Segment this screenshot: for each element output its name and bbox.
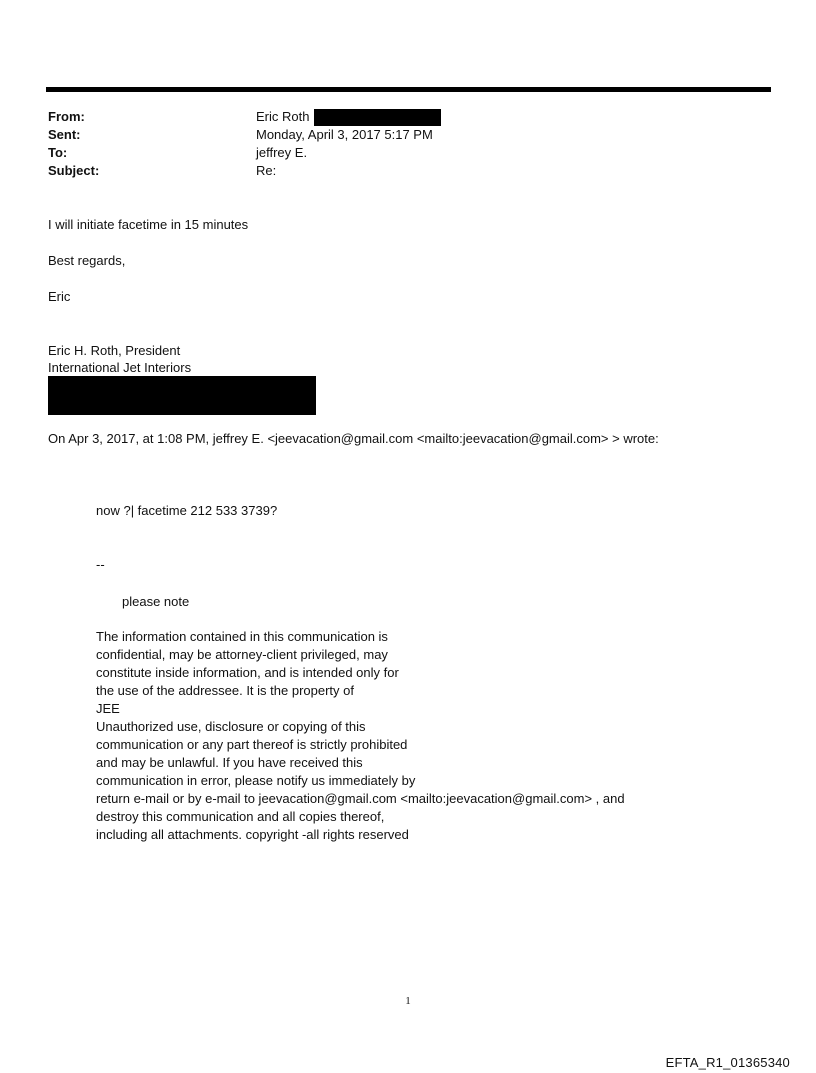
signature-name: Eric H. Roth, President — [48, 343, 181, 358]
to-label: To: — [48, 145, 68, 160]
signature-separator: -- — [96, 557, 105, 572]
disclaimer-line: destroy this communication and all copies thereof, — [96, 809, 385, 824]
from-label: From: — [48, 109, 85, 124]
please-note-text: please note — [122, 594, 190, 609]
sent-value: Monday, April 3, 2017 5:17 PM — [256, 127, 433, 142]
sent-label: Sent: — [48, 127, 81, 142]
closing-text: Best regards, — [48, 253, 126, 268]
disclaimer-line: the use of the addressee. It is the property of — [96, 683, 354, 698]
message-line: I will initiate facetime in 15 minutes — [48, 217, 249, 232]
to-value: jeffrey E. — [256, 145, 308, 160]
disclaimer-line: and may be unlawful. If you have received this — [96, 755, 363, 770]
disclaimer-line: confidential, may be attorney-client privileged, may — [96, 647, 388, 662]
disclaimer-line: communication or any part thereof is strictly prohibited — [96, 737, 408, 752]
quote-intro: On Apr 3, 2017, at 1:08 PM, jeffrey E. <jeevacation@gmail.com <mailto:jeevacation@gmail.com> > wrote: — [48, 431, 659, 446]
header-divider-rule — [46, 87, 771, 92]
page-number: 1 — [405, 995, 411, 1007]
disclaimer-line: including all attachments. copyright -all rights reserved — [96, 827, 409, 842]
disclaimer-line: JEE — [96, 701, 120, 716]
disclaimer-line: Unauthorized use, disclosure or copying of this — [96, 719, 366, 734]
signature-company: International Jet Interiors — [48, 360, 192, 375]
subject-value: Re: — [256, 163, 277, 178]
disclaimer-line: constitute inside information, and is intended only for — [96, 665, 399, 680]
disclaimer-line: communication in error, please notify us immediately by — [96, 773, 416, 788]
document-id: EFTA_R1_01365340 — [665, 1055, 790, 1070]
disclaimer-line: The information contained in this communication is — [96, 629, 388, 644]
signature-redaction-block — [48, 376, 316, 415]
quoted-message: now ?| facetime 212 533 3739? — [96, 503, 278, 518]
from-value: Eric Roth — [256, 109, 310, 124]
from-redaction-block — [314, 109, 441, 126]
subject-label: Subject: — [48, 163, 100, 178]
sender-first-name: Eric — [48, 289, 71, 304]
disclaimer-line: return e-mail or by e-mail to jeevacation@gmail.com <mailto:jeevacation@gmail.com> , and — [96, 791, 625, 806]
